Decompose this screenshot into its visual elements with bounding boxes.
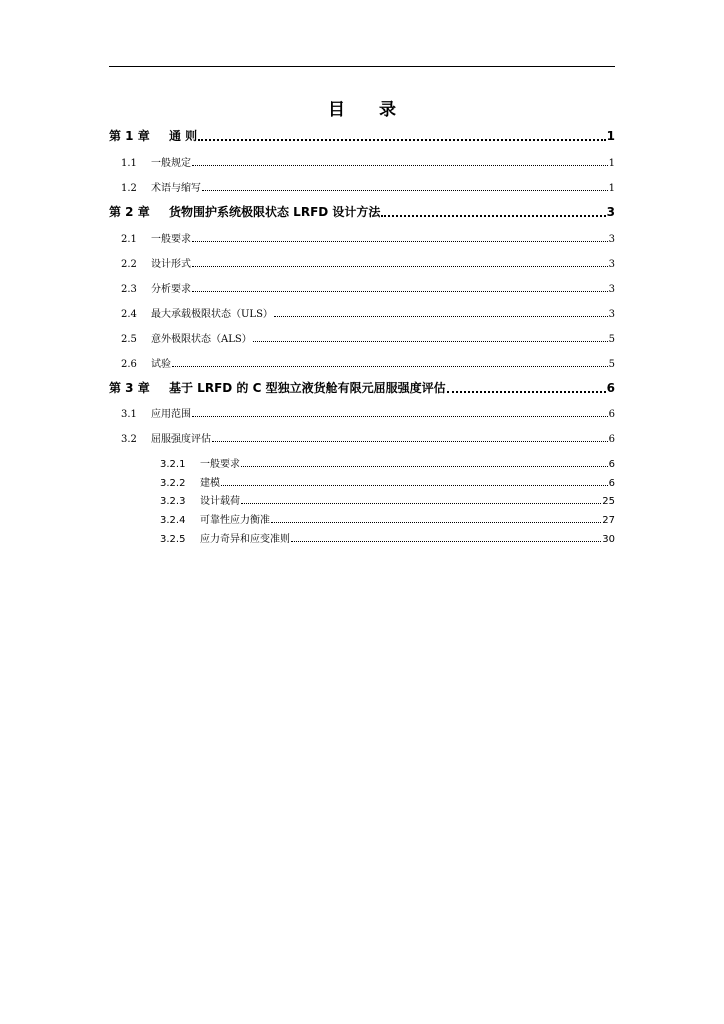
- toc-leader: [192, 416, 608, 417]
- toc-entry-page: 3: [608, 234, 615, 245]
- toc-entry-page: 1: [608, 158, 615, 169]
- toc-entry-number: 第 3 章: [109, 381, 150, 395]
- toc-entry-text: 一般要求: [200, 459, 240, 470]
- toc-entry-number: 2.3: [121, 284, 137, 295]
- toc-entry-1-2[interactable]: [121, 179, 615, 194]
- toc-entry-text: 分析要求: [151, 284, 191, 295]
- toc-entry-text: 建模: [200, 478, 220, 489]
- toc-entry-text: 设计载荷: [200, 496, 240, 507]
- toc-entry-page: 6: [608, 409, 615, 420]
- toc-entry-number: 2.5: [121, 334, 137, 345]
- toc-leader: [198, 139, 605, 141]
- toc-leader: [241, 503, 601, 504]
- toc-leader: [253, 341, 608, 342]
- toc-entry-text: 基于 LRFD 的 C 型独立液货舱有限元屈服强度评估: [169, 381, 446, 395]
- toc-entry-number: 3.2.2: [160, 478, 186, 489]
- toc-entry-number: 3.2.5: [160, 534, 186, 545]
- toc-entry-page: 30: [602, 534, 615, 545]
- toc-leader: [291, 541, 601, 542]
- toc-entry-text: 应用范围: [151, 409, 191, 420]
- toc-entry-3-2-4[interactable]: [160, 511, 615, 526]
- toc-entry-text: 应力奇异和应变准则: [200, 534, 290, 545]
- toc-entry-chapter-2[interactable]: [109, 203, 615, 220]
- toc-entry-3-2-2[interactable]: [160, 474, 615, 489]
- toc-entry-2-1[interactable]: [121, 230, 615, 245]
- toc-entry-chapter-3[interactable]: [109, 379, 615, 396]
- toc-entry-number: 1.1: [121, 158, 137, 169]
- toc-entry-text: 一般规定: [151, 158, 191, 169]
- toc-entry-text: 意外极限状态（ALS）: [151, 334, 252, 345]
- toc-leader: [212, 441, 608, 442]
- toc-entry-text: 货物围护系统极限状态 LRFD 设计方法: [169, 205, 381, 219]
- toc-entry-page: 6: [608, 434, 615, 445]
- toc-entry-page: 3: [606, 205, 615, 219]
- toc-entry-number: 2.6: [121, 359, 137, 370]
- toc-entry-3-1[interactable]: [121, 405, 615, 420]
- toc-entry-number: 3.2.4: [160, 515, 186, 526]
- toc-entry-1-1[interactable]: [121, 154, 615, 169]
- toc-entry-2-2[interactable]: [121, 255, 615, 270]
- toc-entry-page: 6: [608, 459, 615, 470]
- toc-entry-text: 术语与缩写: [151, 183, 201, 194]
- toc-entry-2-6[interactable]: [121, 355, 615, 370]
- toc-entry-number: 1.2: [121, 183, 137, 194]
- toc-entry-page: 3: [608, 309, 615, 320]
- toc-entry-page: 5: [608, 334, 615, 345]
- toc-entry-number: 2.1: [121, 234, 137, 245]
- toc-entry-number: 2.4: [121, 309, 137, 320]
- toc-entry-number: 3.2: [121, 434, 137, 445]
- toc-entry-page: 1: [606, 129, 615, 143]
- toc-entry-3-2-1[interactable]: [160, 455, 615, 470]
- toc-entry-text: 设计形式: [151, 259, 191, 270]
- toc-leader: [221, 485, 608, 486]
- toc-entry-page: 25: [602, 496, 615, 507]
- toc-entry-text: 最大承载极限状态（ULS）: [151, 309, 273, 320]
- toc-leader: [274, 316, 608, 317]
- toc-leader: [192, 291, 608, 292]
- toc-entry-chapter-1[interactable]: [109, 127, 615, 144]
- toc-leader: [447, 391, 606, 393]
- toc-leader: [241, 466, 608, 467]
- toc-entry-2-4[interactable]: [121, 305, 615, 320]
- toc-entry-3-2[interactable]: [121, 430, 615, 445]
- toc-entry-number: 第 2 章: [109, 205, 150, 219]
- toc-leader: [192, 241, 608, 242]
- toc-entry-number: 第 1 章: [109, 129, 150, 143]
- toc-entry-2-5[interactable]: [121, 330, 615, 345]
- toc-entry-number: 3.2.1: [160, 459, 186, 470]
- toc-entry-3-2-5[interactable]: [160, 530, 615, 545]
- toc-entry-number: 3.2.3: [160, 496, 186, 507]
- toc-entry-page: 6: [606, 381, 615, 395]
- toc-entry-page: 3: [608, 259, 615, 270]
- toc-entry-number: 3.1: [121, 409, 137, 420]
- toc-entry-page: 27: [602, 515, 615, 526]
- toc-leader: [202, 190, 608, 191]
- toc-leader: [172, 366, 608, 367]
- toc-entry-page: 1: [608, 183, 615, 194]
- toc-title: 目 录: [328, 100, 410, 120]
- toc-entry-number: 2.2: [121, 259, 137, 270]
- toc-entry-3-2-3[interactable]: [160, 492, 615, 507]
- toc-leader: [381, 215, 605, 217]
- toc-entry-text: 试验: [151, 359, 171, 370]
- toc-entry-page: 3: [608, 284, 615, 295]
- toc-entry-2-3[interactable]: [121, 280, 615, 295]
- toc-entry-text: 通 则: [169, 129, 198, 143]
- toc-leader: [192, 266, 608, 267]
- toc-leader: [192, 165, 608, 166]
- toc-entry-text: 一般要求: [151, 234, 191, 245]
- toc-entry-text: 可靠性应力衡准: [200, 515, 270, 526]
- toc-entry-page: 5: [608, 359, 615, 370]
- toc-entry-page: 6: [608, 478, 615, 489]
- toc-entry-text: 屈服强度评估: [151, 434, 211, 445]
- toc-leader: [271, 522, 601, 523]
